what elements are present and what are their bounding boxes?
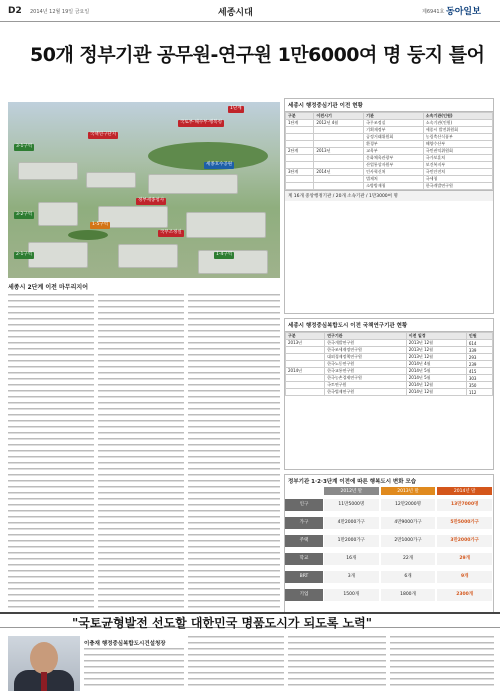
main-headline: 50개 정부기관 공무원-연구원 1만6000여 명 둥지 틀어 bbox=[30, 44, 485, 66]
photo-label: 1-5구역 bbox=[92, 222, 109, 227]
table-row: 1단계 2012년 4월 국무조정실 소속기관(인원) bbox=[286, 120, 493, 127]
issue-number: 제6941호 bbox=[422, 9, 445, 15]
table-header: 구분 bbox=[286, 333, 325, 340]
table-total: 계 16개 중앙행정기관 / 20개 소속기관 / 1만3000여 명 bbox=[285, 190, 493, 201]
stat-label: 가구 bbox=[285, 517, 323, 529]
table-row: 국토연구원 2014년 12월 350 bbox=[286, 382, 493, 389]
photo-label: 3-2구역 bbox=[16, 212, 33, 217]
stat-label: 학교 bbox=[285, 553, 323, 565]
column-header: 2014년 말 bbox=[437, 487, 492, 495]
interviewee-caption: 이충재 행정중심복합도시건설청장 bbox=[84, 641, 166, 647]
aerial-photo bbox=[8, 102, 280, 278]
table-row: 2단계 2013년 교육부 국민권익위원회 bbox=[286, 148, 493, 155]
stat-label: BRT bbox=[285, 571, 323, 583]
table-title: 세종시 행정중심복합도시 이전 국책연구기관 현황 bbox=[285, 319, 493, 332]
article-column bbox=[98, 294, 184, 608]
infographic-title: 정부기관 1·2·3단계 이전에 따른 행복도시 변화 모습 bbox=[288, 479, 417, 485]
interview-quote-headline: "국토균형발전 선도할 대한민국 명품도시가 되도록 노력" bbox=[72, 616, 373, 630]
agency-relocation-table bbox=[284, 98, 494, 314]
table-row: 2013년 한국개발연구원 2013년 12월 614 bbox=[286, 340, 493, 347]
stat-row: 학교 16개 22개 29개 bbox=[285, 551, 493, 567]
photo-label: 국토부·해수부·행복청 bbox=[180, 120, 222, 125]
table-row: 기획재정부 세종시 발전위원회 bbox=[286, 127, 493, 134]
photo-label: 3-1구역 bbox=[16, 144, 33, 149]
photo-label: 국책연구단지 bbox=[90, 132, 117, 137]
table-row: 소방방재청 한국개발연구원 bbox=[286, 183, 493, 190]
photo-label: 국무조정실 bbox=[160, 230, 182, 235]
table-row: 법제처 국세청 bbox=[286, 176, 493, 183]
interviewee-portrait bbox=[8, 636, 80, 691]
article-column bbox=[8, 294, 94, 608]
interview-column bbox=[288, 636, 386, 688]
table-row: 공정거래위원회 농림축산식품부 bbox=[286, 134, 493, 141]
table-row: 문화체육관광부 국가보훈처 bbox=[286, 155, 493, 162]
photo-label: 1단계 bbox=[230, 106, 242, 111]
stat-row: BRT 3개 6개 9개 bbox=[285, 569, 493, 585]
article-column bbox=[188, 294, 280, 608]
page-header bbox=[0, 0, 500, 22]
stat-label: 기업 bbox=[285, 589, 323, 601]
table-row: 대외경제정책연구원 2013년 12월 293 bbox=[286, 354, 493, 361]
stat-label: 주택 bbox=[285, 535, 323, 547]
page-number: D2 bbox=[8, 6, 22, 16]
stat-row: 인구 11만5000명 12만2000명 13만7000명 bbox=[285, 497, 493, 513]
infographic-column-headers bbox=[323, 487, 493, 495]
stat-row: 주택 1만2000가구 2만1000가구 3만2000가구 bbox=[285, 533, 493, 549]
column-header: 2013년 말 bbox=[381, 487, 436, 495]
photo-label: 세종호수공원 bbox=[206, 162, 233, 167]
table-header: 인원 bbox=[466, 333, 492, 340]
stat-row: 기업 1500개 1800개 2300개 bbox=[285, 587, 493, 603]
table-header: 연구기관 bbox=[325, 333, 407, 340]
table-row: 산업통상자원부 보건복지부 bbox=[286, 162, 493, 169]
table-row: 2014년 한국교통연구원 2014년 5월 415 bbox=[286, 368, 493, 375]
photo-label: 2-1구역 bbox=[16, 252, 33, 257]
table-row: 환경부 해양수산부 bbox=[286, 141, 493, 148]
research-institute-table bbox=[284, 318, 494, 470]
table-row: 한국노동연구원 2014년 4월 239 bbox=[286, 361, 493, 368]
city-change-infographic bbox=[284, 474, 494, 614]
table-header: 기관 bbox=[364, 113, 424, 120]
table-header: 이전시기 bbox=[314, 113, 364, 120]
column-header: 2012년 말 bbox=[324, 487, 379, 495]
table-header: 소속기관(인원) bbox=[423, 113, 492, 120]
photo-label: 1-4구역 bbox=[216, 252, 233, 257]
table-title: 세종시 행정중심기관 이전 현황 bbox=[285, 99, 493, 112]
table-header: 구분 bbox=[286, 113, 314, 120]
photo-label: 정부세종청사 bbox=[138, 198, 165, 203]
interview-banner bbox=[0, 612, 500, 628]
interview-column bbox=[390, 636, 494, 688]
stat-label: 인구 bbox=[285, 499, 323, 511]
stat-row: 가구 4만2000가구 4만9000가구 5만5000가구 bbox=[285, 515, 493, 531]
table-row: 3단계 2014년 인사혁신처 국민안전처 bbox=[286, 169, 493, 176]
newspaper-logo: 동아일보 bbox=[446, 7, 481, 17]
interview-column bbox=[84, 648, 184, 688]
photo-caption: 세종시 2단계 이전 마무리지어 bbox=[8, 284, 88, 291]
table-row: 한국법제연구원 2014년 12월 112 bbox=[286, 389, 493, 396]
table-header: 이전 일정 bbox=[406, 333, 466, 340]
interview-column bbox=[188, 636, 284, 688]
section-title: 세종시대 bbox=[218, 8, 253, 18]
table-row: 한국조세재정연구원 2013년 12월 339 bbox=[286, 347, 493, 354]
issue-date: 2014년 12월 19일 금요일 bbox=[30, 9, 90, 15]
table-row: 한국농촌경제연구원 2014년 5월 303 bbox=[286, 375, 493, 382]
